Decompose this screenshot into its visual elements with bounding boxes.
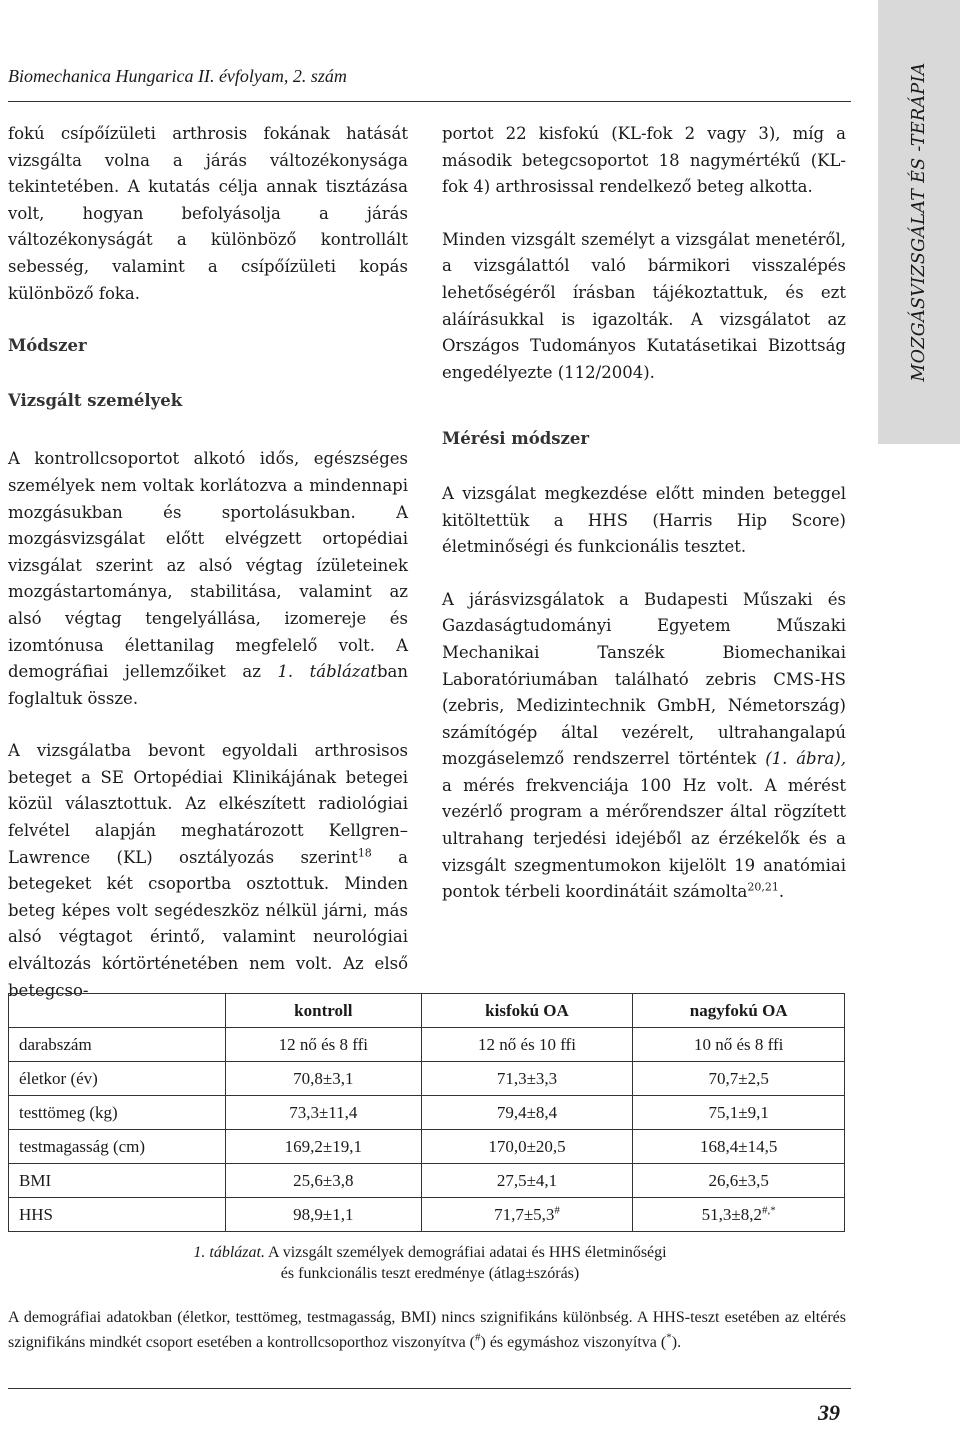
heading-meresi-modszer: Mérési módszer <box>442 429 590 449</box>
table-header-cell: nagyfokú OA <box>633 994 845 1028</box>
table-cell: 70,8±3,1 <box>226 1062 422 1096</box>
footer-rule <box>8 1388 851 1389</box>
table-cell: 27,5±4,1 <box>421 1164 633 1198</box>
table-cell: 71,3±3,3 <box>421 1062 633 1096</box>
table-cell: 51,3±8,2#,* <box>633 1198 845 1232</box>
table-cell: 12 nő és 8 ffi <box>226 1028 422 1062</box>
table-cell: 26,6±3,5 <box>633 1164 845 1198</box>
heading-vizsgalt-szemelyek: Vizsgált személyek <box>8 390 183 410</box>
section-side-tab <box>878 0 960 444</box>
row-label: BMI <box>9 1164 226 1198</box>
asterisk-marker: * <box>666 1331 672 1344</box>
header-rule <box>8 101 851 102</box>
heading-modszer: Módszer <box>8 336 87 356</box>
table-cell: 10 nő és 8 ffi <box>633 1028 845 1062</box>
table-row <box>9 1130 845 1164</box>
row-label: darabszám <box>9 1028 226 1062</box>
demographics-table <box>8 993 845 1232</box>
table-cell: 70,7±2,5 <box>633 1062 845 1096</box>
table-cell: 25,6±3,8 <box>226 1164 422 1198</box>
table-header-cell <box>9 994 226 1028</box>
intro-paragraph: fokú csípőízületi arthrosis fokának hatását vizsgálta volna a járás változékonysága tekintetében. A kutatás célja annak tisztázása volt, hogyan befolyásolja a járás változékonyságát a különböző kontrollált sebesség, valamint a csípőízületi kopás különböző foka. <box>8 124 408 303</box>
table-header-cell: kisfokú OA <box>421 994 633 1028</box>
table-note: A demográfiai adatokban (életkor, testtömeg, testmagasság, BMI) nincs szignifikáns különbség. A HHS-teszt esetében az eltérés szignifikáns mindkét csoport esetében a kontrollcsoporthoz viszonyítva (#) és egymáshoz viszonyítva (*). <box>8 1309 846 1351</box>
figure-ref: (1. ábra), <box>765 749 847 769</box>
table-cell: 169,2±19,1 <box>226 1130 422 1164</box>
row-label: HHS <box>9 1198 226 1232</box>
significance-marker: #,* <box>761 1203 776 1216</box>
row-label: testmagasság (cm) <box>9 1130 226 1164</box>
ethics-paragraph: Minden vizsgált személyt a vizsgálat menetéről, a vizsgálattól való bármikori visszalépés lehetőségéről írásban tájékoztattuk, és ezt aláírásukkal is igazolták. A vizsgálatot az Országos Tudományos Kutatásetikai Bizottság engedélyezte (112/2004). <box>442 229 846 382</box>
right-column <box>442 121 846 932</box>
table-row <box>9 1096 845 1130</box>
measurement-paragraph: A járásvizsgálatok a Budapesti Műszaki és Gazdaságtudományi Egyetem Műszaki Mechanikai Tanszék Biomechanikai Laboratóriumában található zebris CMS-HS (zebris, Medizintechnik GmbH, Németország) számítógép által vezérelt, ultrahangalapú mozgáselemző rendszerrel történtek (1. ábra), a mérés frekvenciája 100 Hz volt. A mérést vezérlő program a mérőrendszer által rögzített ultrahang terjedési idejéből az érzékelők és a vizsgált szegmentumokon kijelölt 19 anatómiai pontok térbeli koordinátáit számolta$^{20,21}$. <box>442 589 847 902</box>
row-label: életkor (év) <box>9 1062 226 1096</box>
left-column <box>8 121 408 1030</box>
citation-20-21: 20,21 <box>747 880 779 894</box>
hash-marker: # <box>475 1331 481 1344</box>
row-label: testtömeg (kg) <box>9 1096 226 1130</box>
page-number: 39 <box>818 1400 840 1425</box>
caption-line-2: és funkcionális teszt eredménye (átlag±szórás) <box>280 1265 580 1282</box>
table-cell: 98,9±1,1 <box>226 1198 422 1232</box>
groups-paragraph: portot 22 kisfokú (KL-fok 2 vagy 3), míg a második betegcsoportot 18 nagymértékű (KL-fok 4) arthrosissal rendelkező beteg alkotta. <box>442 124 846 197</box>
table-row <box>9 1028 845 1062</box>
citation-18: 18 <box>357 846 372 860</box>
table-cell: 71,7±5,3# <box>421 1198 633 1232</box>
table-cell: 73,3±11,4 <box>226 1096 422 1130</box>
table-cell: 170,0±20,5 <box>421 1130 633 1164</box>
table-header-cell: kontroll <box>226 994 422 1028</box>
significance-marker: # <box>554 1203 560 1216</box>
table-row <box>9 1164 845 1198</box>
caption-label: 1. táblázat. <box>193 1244 265 1261</box>
table-caption: 1. táblázat. A vizsgált személyek demográfiai adatai és HHS életminőségi és funkcionális teszt eredménye (átlag±szórás) <box>193 1244 667 1282</box>
table-ref: 1. táblázat <box>277 662 377 682</box>
table-row <box>9 1062 845 1096</box>
hhs-paragraph: A vizsgálat megkezdése előtt minden beteggel kitöltettük a HHS (Harris Hip Score) életminőségi és funkcionális tesztet. <box>442 483 846 557</box>
table-cell: 75,1±9,1 <box>633 1096 845 1130</box>
running-header: Biomechanica Hungarica II. évfolyam, 2. szám <box>8 66 347 86</box>
table-cell: 79,4±8,4 <box>421 1096 633 1130</box>
table-header-row <box>9 994 845 1028</box>
table-cell: 12 nő és 10 ffi <box>421 1028 633 1062</box>
table-cell: 168,4±14,5 <box>633 1130 845 1164</box>
table-row <box>9 1198 845 1232</box>
section-side-label: MOZGÁSVIZSGÁLAT ÉS -TERÁPIA <box>909 62 929 382</box>
control-group-paragraph: A kontrollcsoportot alkotó idős, egészséges személyek nem voltak korlátozva a mindennapi mozgásukban és sportolásukban. A mozgásvizsgálat előtt elvégzett ortopédiai vizsgálat szerint az alsó végtag ízületeinek mozgástartománya, stabilitása, valamint az alsó végtag tengelyállása, izomereje és izomtónusa élettanilag megfelelő volt. A demográfiai jellemzőiket az 1. táblázatban foglaltuk össze. <box>8 449 408 708</box>
patient-group-paragraph: A vizsgálatba bevont egyoldali arthrosisos beteget a SE Ortopédiai Klinikájának betegei közül választottuk. Az elkészített radiológiai felvétel alapján meghatározott Kellgren–Lawrence (KL) osztályozás szerint$^{18}$ a betegeket két csoportba osztottuk. Minden beteg képes volt segédeszköz nélkül járni, más alsó végtagot érintő, valamint neurológiai elváltozás kórtörténetében nem volt. Az első betegcso- <box>8 741 408 1000</box>
